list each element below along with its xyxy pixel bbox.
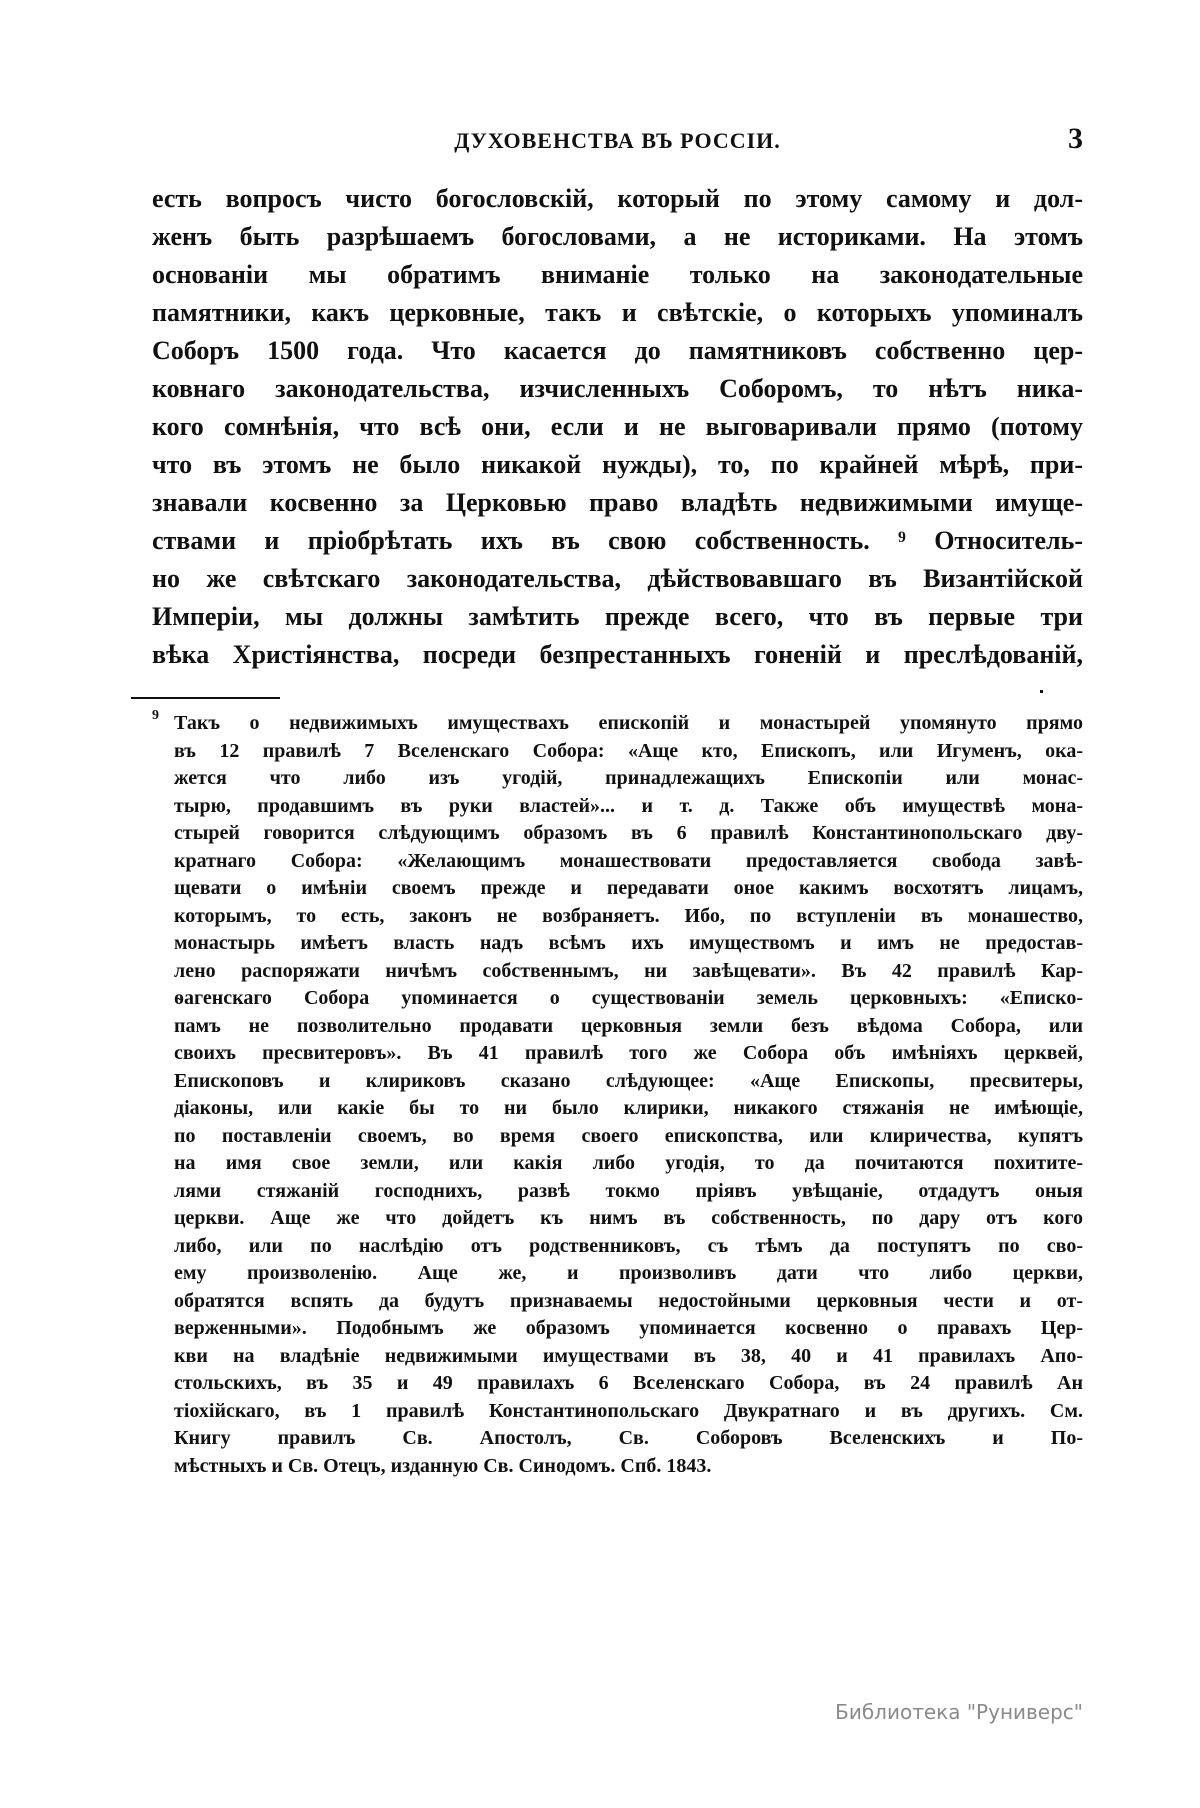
footnote-line: Книгу правилъ Св. Апостолъ, Св. Соборовъ Вселенскихъ и По- (174, 1427, 1083, 1449)
text-line: Имперіи, мы должны замѣтить прежде всего, что въ первые три (152, 602, 1083, 631)
footnote-line: обратятся вспять да будутъ признаваемы недостойными церковныя чести и от- (174, 1289, 1083, 1312)
page-number: 3 (1068, 122, 1083, 155)
text-line: основаніи мы обратимъ вниманіе только на законодательные (152, 260, 1083, 289)
main-text (152, 184, 1083, 678)
text-line: Соборъ 1500 года. Что касается до памятниковъ собственно цер- (152, 336, 1083, 365)
running-title: ДУХОВЕНСТВА ВЪ РОССІИ. (454, 128, 781, 153)
footnote-line: кратнаго Собора: «Желающимъ монашествовати предоставляется свобода завѣ- (174, 849, 1083, 872)
footnote-line: тырю, продавшимъ въ руки властей»... и т. д. Также объ имуществѣ мона- (174, 794, 1083, 817)
footnote-line: стольскихъ, въ 35 и 49 правилахъ 6 Вселенскаго Собора, въ 24 правилѣ Ан (174, 1372, 1083, 1394)
footnote-line: либо, или по наслѣдію отъ родственниковъ, съ тѣмъ да поступятъ по сво- (174, 1234, 1083, 1257)
text-line: вѣка Христіянства, посреди безпрестанныхъ гоненій и преслѣдованій, (152, 640, 1083, 669)
text-line: кого сомнѣнія, что всѣ они, если и не выговаривали прямо (потому (152, 412, 1083, 441)
footnote-line: церкви. Аще же что дойдетъ къ нимъ въ собственность, по дару отъ кого (174, 1207, 1083, 1229)
text-line: есть вопросъ чисто богословскій, который по этому самому и дол- (152, 184, 1083, 213)
footnote-line: лено распоряжати ничѣмъ собственнымъ, ни завѣщевати». Въ 42 правилѣ Кар- (174, 959, 1083, 982)
footnote-line: кви на владѣніе недвижимыми имуществами въ 38, 40 и 41 правилахъ Апо- (174, 1344, 1083, 1367)
footnote-divider (131, 697, 280, 699)
footnote (152, 708, 1083, 1482)
footnote-line: тіохійскаго, въ 1 правилѣ Константинопольскаго Двукратнаго и въ другихъ. См. (174, 1399, 1083, 1422)
footnote-line: жется что либо изъ угодій, принадлежащихъ Епископіи или монас- (174, 767, 1083, 789)
footnote-line: на имя свое земли, или какія либо угодія, то да почитаются похитите- (174, 1152, 1083, 1174)
text-line: но же свѣтскаго законодательства, дѣйствовавшаго въ Византійской (152, 564, 1083, 593)
running-header (152, 122, 1083, 168)
footnote-line: по поставленіи своемъ, во время своего епископства, или клиричества, купятъ (174, 1124, 1083, 1147)
footnote-line: стырей говорится слѣдующимъ образомъ въ 6 правилѣ Константинопольскаго дву- (174, 822, 1083, 844)
text-line: женъ быть разрѣшаемъ богословами, а не историками. На этомъ (152, 222, 1083, 251)
footnote-line: щевати о имѣніи своемъ прежде и передавати оное какимъ восхотятъ лицамъ, (174, 877, 1083, 899)
footnote-line: ему произволенію. Аще же, и произволивъ дати что либо церкви, (174, 1262, 1083, 1284)
library-watermark: Библиотека "Руниверс" (835, 1700, 1083, 1724)
footnote-line: діаконы, или какіе бы то ни было клирики, никакого стяжанія не имѣющіе, (174, 1097, 1083, 1119)
text-line: ковнаго законодательства, изчисленныхъ Соборомъ, то нѣтъ ника- (152, 374, 1083, 403)
footnote-line: Епископовъ и клириковъ сказано слѣдующее: «Аще Епископы, пресвитеры, (174, 1069, 1083, 1092)
footnote-line: своихъ пресвитеровъ». Въ 41 правилѣ того же Собора объ имѣніяхъ церквей, (174, 1042, 1083, 1064)
print-speck (1040, 690, 1043, 693)
footnote-marker: 9 (152, 708, 159, 723)
footnote-line: въ 12 правилѣ 7 Вселенскаго Собора: «Аще кто, Епископъ, или Игуменъ, ока- (174, 739, 1083, 762)
text-line: знавали косвенно за Церковью право владѣть недвижимыми имуще- (152, 488, 1083, 517)
footnote-line: которымъ, то есть, законъ не возбраняетъ. Ибо, по вступленіи въ монашество, (174, 904, 1083, 927)
footnote-line: монастырь имѣетъ власть надъ всѣмъ ихъ имуществомъ и имъ не предостав- (174, 932, 1083, 954)
footnote-line: ѳагенскаго Собора упоминается о существованіи земель церковныхъ: «Еписко- (174, 987, 1083, 1009)
footnote-line: мѣстныхъ и Св. Отецъ, изданную Св. Синодомъ. Спб. 1843. (174, 1454, 712, 1477)
text-line: ствами и пріобрѣтать ихъ въ свою собственность. ⁹ Относитель- (152, 526, 1083, 555)
footnote-line: Такъ о недвижимыхъ имуществахъ епископій и монастырей упомянуто прямо (174, 712, 1083, 734)
footnote-line: памъ не позволительно продавати церковныя земли безъ вѣдома Собора, или (174, 1014, 1083, 1037)
text-line: памятники, какъ церковные, такъ и свѣтскіе, о которыхъ упоминалъ (152, 298, 1083, 327)
footnote-line: верженными». Подобнымъ же образомъ упоминается косвенно о правахъ Цер- (174, 1317, 1083, 1339)
footnote-line: лями стяжаній господнихъ, развѣ токмо пріявъ увѣщаніе, отдадутъ оныя (174, 1179, 1083, 1202)
text-line: что въ этомъ не было никакой нужды), то, по крайней мѣрѣ, при- (152, 450, 1083, 479)
